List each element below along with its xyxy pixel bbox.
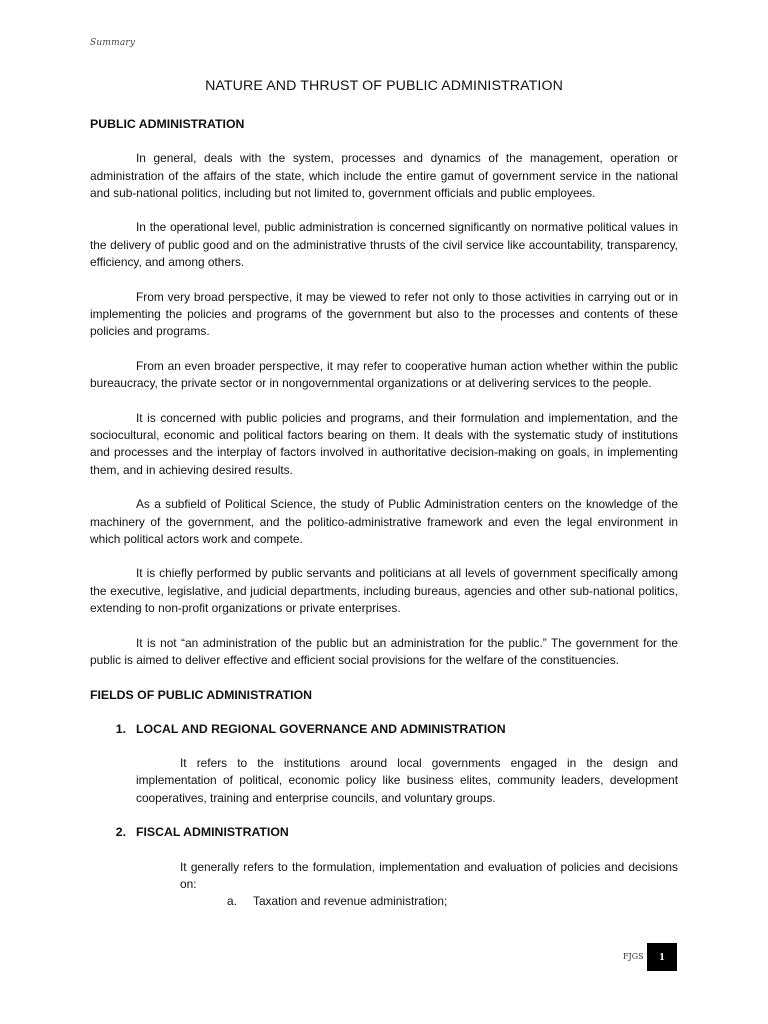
list-item [227, 893, 678, 910]
footer-code: FJGS [623, 952, 644, 961]
paragraph: In the operational level, public administration is concerned significantly on normative political values in the delivery of public good and on the administrative thrusts of the civil service like accountability, transparency, efficiency, and among others. [90, 220, 678, 270]
paragraph: As a subfield of Political Science, the study of Public Administration centers on the knowledge of the machinery of the government, and the politico-administrative framework and even the legal environment in which political actors work and compete. [90, 497, 678, 546]
paragraph: In general, deals with the system, processes and dynamics of the management, operation or administration of the affairs of the state, which include the entire gamut of government service in the national and sub-national politics, including but not limited to, government officials and public employees. [90, 151, 678, 200]
page-number: 1 [647, 943, 677, 971]
section-heading-public-administration: PUBLIC ADMINISTRATION [90, 117, 245, 131]
paragraph: It is chiefly performed by public servants and politicians at all levels of government specifically among the executive, legislative, and judicial departments, including bureaus, agencies and other sub-national politics, extending to non-profit organizations or private enterprises. [90, 566, 678, 616]
paragraph: It is not “an administration of the public but an administration for the public.” The government for the public is aimed to deliver effective and efficient social provisions for the welfare of the constituencies. [90, 635, 678, 667]
document-body [90, 116, 678, 910]
list-item-letter: a. [227, 894, 237, 909]
paragraph: From very broad perspective, it may be viewed to refer not only to those activities in carrying out or in implementing the policies and programs of the government but also to the processes and contents of these policies and programs. [90, 289, 678, 339]
field-number: 2. [115, 825, 126, 840]
running-header: Summary [90, 38, 136, 48]
field-title: LOCAL AND REGIONAL GOVERNANCE AND ADMINISTRATION [136, 721, 506, 736]
section-heading-fields: FIELDS OF PUBLIC ADMINISTRATION [90, 687, 313, 702]
field-number: 1. [115, 721, 126, 736]
list-item-text: Taxation and revenue administration; [253, 894, 448, 909]
field-description: It generally refers to the formulation, implementation and evaluation of policies and decisions on: [180, 859, 678, 891]
paragraph: It is concerned with public policies and programs, and their formulation and implementation, and the sociocultural, economic and political factors bearing on them. It deals with the systematic study of institutions and processes and the interplay of factors involved in authoritative decision-making on goals, in implementing them, and in achieving desired results. [90, 410, 678, 477]
field-description: It refers to the institutions around local governments engaged in the design and implementation of political, economic policy like business elites, community leaders, development cooperatives, training and enterprise councils, and voluntary groups. [136, 756, 678, 805]
field-title: FISCAL ADMINISTRATION [136, 825, 289, 840]
paragraph: From an even broader perspective, it may refer to cooperative human action whether within the public bureaucracy, the private sector or in nongovernmental organizations or at delivering services to the people. [90, 358, 678, 391]
field-heading-fiscal-administration [90, 824, 678, 841]
document-title: NATURE AND THRUST OF PUBLIC ADMINISTRATION [205, 78, 563, 94]
field-heading-local-governance [90, 721, 678, 738]
